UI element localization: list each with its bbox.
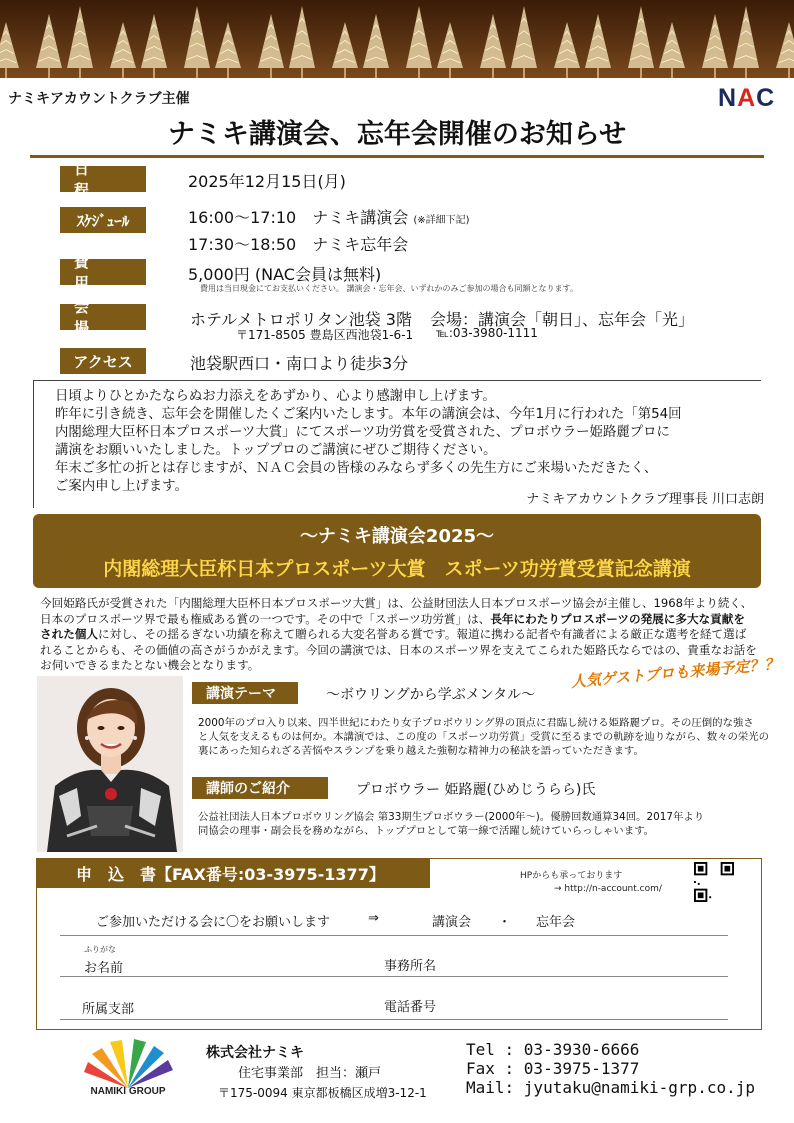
- hp-url[interactable]: → http://n-account.com/: [554, 884, 662, 894]
- tree-icon: [733, 6, 759, 78]
- venue-label: 会 場: [60, 304, 146, 330]
- form-heading: 申 込 書【FAX番号:03-3975-1377】: [36, 858, 430, 888]
- greeting-line: 年末ご多忙の折とは存じますが、ＮＡＣ会員の皆様のみならず多くの先生方にご来場いただきたく、: [55, 461, 658, 476]
- tree-icon: [437, 22, 463, 78]
- desc-line: お伺いできるまたとない機会となります。: [40, 658, 260, 672]
- tree-icon: [511, 6, 537, 78]
- tree-icon: [36, 14, 62, 78]
- contact-mail[interactable]: Mail: jyutaku@namiki-grp.co.jp: [466, 1078, 755, 1097]
- greeting-line: 日頃よりひとかたならぬお力添えをあずかり、心より感謝申し上げます。: [55, 389, 496, 404]
- lecturer-label: 講師のご紹介: [192, 777, 328, 799]
- tree-icon: [363, 14, 389, 78]
- tree-icon: [258, 14, 284, 78]
- contact-info: [466, 1040, 755, 1097]
- furigana-label: ふりがな: [84, 945, 116, 954]
- greeting-line: ご案内申し上げます。: [55, 479, 188, 494]
- tree-icon: [141, 14, 167, 78]
- venue-tel: ℡:03-3980-1111: [436, 326, 538, 340]
- lecture-description: [40, 596, 760, 674]
- desc-text: 日本のプロスポーツ界で最も権威ある賞の一つです。その中で「スポーツ功労賞」は、: [40, 611, 491, 626]
- page-title: ナミキ講演会、忘年会開催のお知らせ: [167, 119, 627, 150]
- lecturer-line: 公益社団法人日本プロボウリング協会 第33期生プロボウラー(2000年～)。優勝回数通算34回。2017年より: [198, 811, 705, 823]
- schedule-lecture-time: 16:00～17:10 ナミキ講演会: [188, 208, 409, 227]
- theme-line: 裏にあった知られざる苦悩やスランプを乗り越えた強靭な精神力の秘訣を語っていただきます。: [198, 745, 644, 757]
- form-divider: [60, 976, 728, 977]
- theme-line: 2000年のプロ入り以来、四半世紀にわたり女子プロボウリング界の頂点に君臨し続ける姫路麗プロ。その圧倒的な強さ: [198, 717, 754, 729]
- organizer-text: ナミキアカウントクラブ主催: [8, 91, 190, 107]
- desc-line: [40, 627, 760, 643]
- tree-icon: [215, 22, 241, 78]
- tree-icon: [110, 22, 136, 78]
- access-label: アクセス: [60, 348, 146, 374]
- venue-rooms: 会場：講演会「朝日」、忘年会「光」: [430, 310, 695, 329]
- tree-icon: [628, 6, 654, 78]
- greeting-text: [55, 388, 682, 496]
- theme-label: 講演テーマ: [192, 682, 298, 704]
- tree-icon: [184, 6, 210, 78]
- contact-tel: Tel : 03-3930-6666: [466, 1040, 640, 1059]
- desc-bold: 長年にわたりプロスポーツの発展に多大な貢献を: [490, 611, 745, 626]
- desc-text: に対し、その揺るぎない功績を称えて贈られる大変名誉ある賞です。報道に携わる記者や有識者による厳正な選考を経て選ば: [97, 627, 747, 641]
- theme-value: ～ボウリングから学ぶメンタル～: [326, 687, 536, 703]
- arrow-icon: ⇒: [368, 911, 379, 926]
- theme-line: と人気を支えるものは何か。本講演では、この度の「スポーツ功労賞」受賞に至るまでの軌跡を辿りながら、数々の栄光の: [198, 731, 770, 743]
- greeting-line: 昨年に引き続き、忘年会を開催したくご案内いたします。本年の講演会は、今年1月に行われた「第54回: [55, 407, 682, 422]
- lecture-banner: [33, 514, 761, 588]
- tree-icon: [659, 22, 685, 78]
- company-name: 株式会社ナミキ: [206, 1045, 304, 1061]
- option-lecture[interactable]: 講演会: [432, 915, 472, 930]
- tree-icon: [480, 14, 506, 78]
- option-separator: ・: [498, 915, 512, 930]
- access-value: 池袋駅西口・南口より徒歩3分: [190, 354, 409, 373]
- hp-note: [520, 870, 662, 896]
- desc-line: 今回姫路氏が受賞された「内閣総理大臣杯日本プロスポーツ大賞」は、公益財団法人日本プロスポーツ協会が主催し、1968年より続く、: [40, 596, 753, 610]
- tree-icon: [702, 14, 728, 78]
- form-prompt: ご参加いただける会に〇をお願いします: [96, 915, 331, 930]
- lecture-subtitle: 内閣総理大臣杯日本プロスポーツ大賞 スポーツ功労賞受賞記念講演: [103, 558, 691, 580]
- greeting-line: 講演をお願いいたしました。トッププロのご講演にぜひご期待ください。: [55, 443, 497, 458]
- desc-line: れることからも、その価値の高さがうかがえます。今回の講演では、日本のスポーツ界を支えてこられた姫路氏ならではの、貴重なお話を: [40, 642, 757, 657]
- form-divider: [60, 935, 728, 936]
- lecturer-name: プロボウラー 姫路麗(ひめじうらら)氏: [356, 782, 596, 798]
- schedule-lecture: [188, 205, 470, 228]
- group-name: NAMIKI GROUP: [90, 1086, 166, 1097]
- header-banner: [0, 0, 794, 78]
- fee-label: 費 用: [60, 259, 146, 285]
- name-label: お名前: [84, 961, 124, 976]
- lecturer-photo: [37, 676, 183, 852]
- venue-name: ホテルメトロポリタン池袋 3階: [190, 310, 412, 329]
- branch-label: 所属支部: [82, 1002, 135, 1017]
- nac-logo: NAC: [718, 84, 776, 112]
- date-label: 日 程: [60, 166, 146, 192]
- desc-bold: された個人: [40, 627, 98, 641]
- office-label: 事務所名: [384, 959, 437, 974]
- greeting-line: 内閣総理大臣杯日本プロスポーツ大賞」にてスポーツ功労賞を受賞された、プロボウラー姫路麗プロに: [55, 425, 670, 440]
- tree-row: [0, 0, 794, 78]
- theme-text: [198, 716, 769, 758]
- lecture-title: ～ナミキ講演会2025～: [299, 526, 495, 547]
- schedule-note: (※詳細下記): [413, 215, 470, 226]
- tree-icon: [332, 22, 358, 78]
- tree-icon: [554, 22, 580, 78]
- tree-icon: [67, 6, 93, 78]
- contact-fax: Fax : 03-3975-1377: [466, 1059, 640, 1078]
- qr-code-icon[interactable]: [694, 862, 734, 902]
- fee-value: 5,000円 (NAC会員は無料): [188, 265, 382, 284]
- company-address: 〒175-0094 東京都板橋区成増3-12-1: [218, 1086, 427, 1100]
- fee-note: 費用は当日現金にてお支払いください。 講演会・忘年会、いずれかのみご参加の場合も同額となります。: [200, 284, 578, 293]
- signer: ナミキアカウントクラブ理事長 川口志朗: [526, 492, 764, 507]
- tree-icon: [776, 22, 794, 78]
- tree-icon: [585, 14, 611, 78]
- desc-line: [40, 612, 760, 628]
- tree-icon: [406, 6, 432, 78]
- tree-icon: [0, 22, 19, 78]
- lecturer-text: [198, 810, 704, 838]
- schedule-label: ｽｹｼﾞｭｰﾙ: [60, 207, 146, 233]
- option-party[interactable]: 忘年会: [536, 915, 576, 930]
- guest-note: 人気ゲストプロも来場予定？？: [570, 654, 780, 691]
- phone-label: 電話番号: [384, 1000, 437, 1015]
- schedule-party: 17:30～18:50 ナミキ忘年会: [188, 235, 409, 254]
- department: 住宅事業部 担当：瀬戸: [238, 1066, 382, 1081]
- form-divider: [60, 1019, 728, 1020]
- lecturer-line: 同協会の理事・副会長を務めながら、トッププロとして第一線で活躍し続けていらっしゃいます。: [198, 825, 655, 837]
- tree-icon: [289, 6, 315, 78]
- hp-note-text: HPからも承っております: [520, 871, 623, 881]
- venue-address: 〒171-8505 豊島区西池袋1-6-1: [236, 328, 414, 342]
- date-value: 2025年12月15日(月): [188, 172, 346, 191]
